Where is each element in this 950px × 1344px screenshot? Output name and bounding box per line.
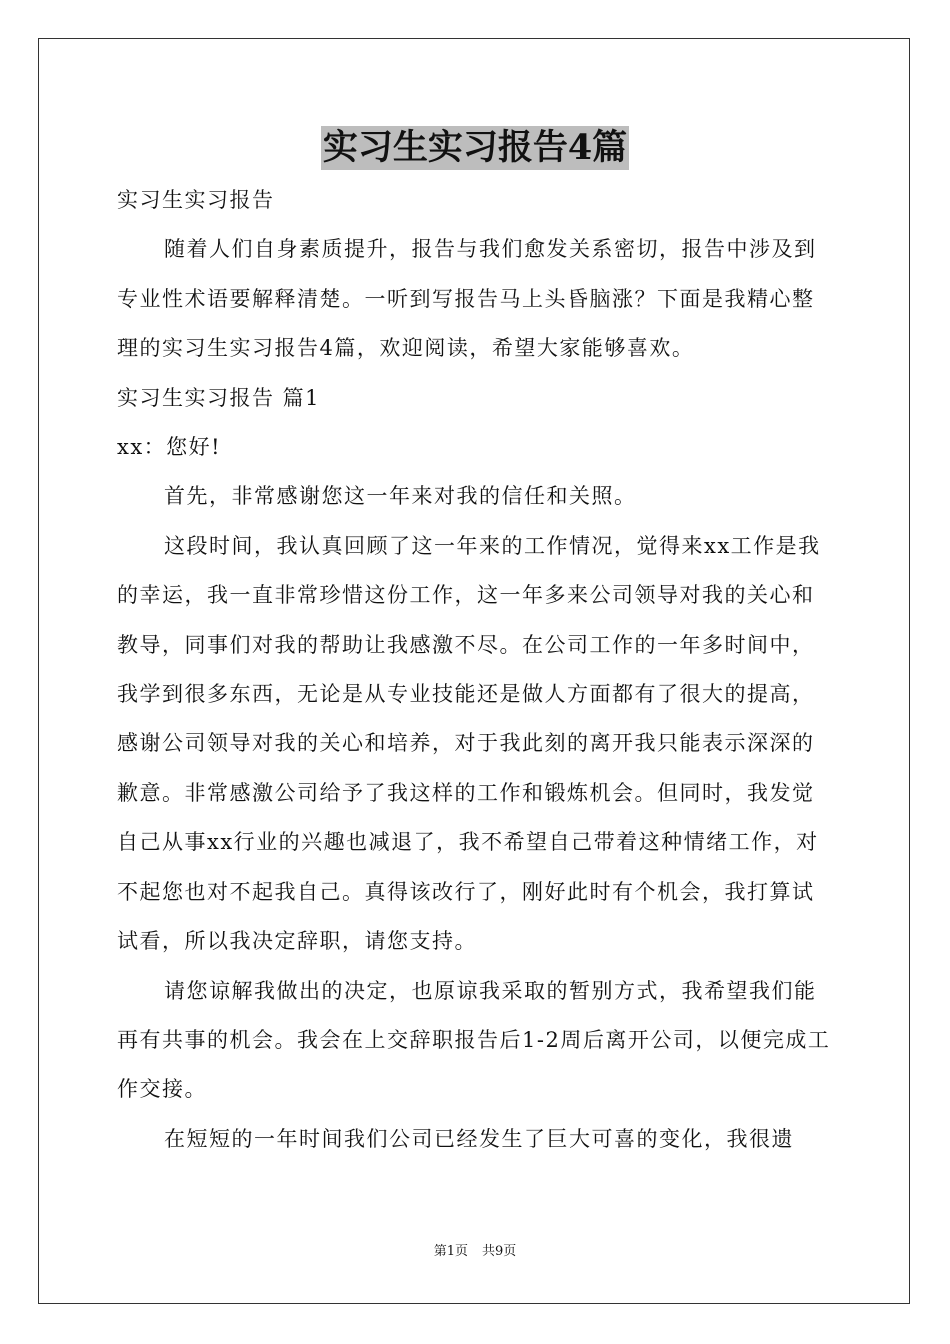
body-paragraph: 这段时间，我认真回顾了这一年来的工作情况，觉得来xx工作是我的幸运，我一直非常珍惜这份工作，这一年多来公司领导对我的关心和教导，同事们对我的帮助让我感激不尽。在公司工作的一年多时间中，我学到很多东西，无论是从专业技能还是做人方面都有了很大的提高，感谢公司领导对我的关心和培养，对于我此刻的离开我只能表示深深的歉意。非常感激公司给予了我这样的工作和锻炼机会。但同时，我发觉自己从事xx行业的兴趣也减退了，我不希望自己带着这种情绪工作，对不起您也对不起我自己。真得该改行了，刚好此时有个机会，我打算试试看，所以我决定辞职，请您支持。 bbox=[117, 533, 821, 954]
intro-paragraph: 随着人们自身素质提升，报告与我们愈发关系密切，报告中涉及到专业性术语要解释清楚。一听到写报告马上头昏脑涨？下面是我精心整理的实习生实习报告4篇，欢迎阅读，希望大家能够喜欢。 bbox=[117, 237, 817, 361]
body-paragraph: 请您谅解我做出的决定，也原谅我采取的暂别方式，我希望我们能再有共事的机会。我会在上交辞职报告后1-2周后离开公司，以便完成工作交接。 bbox=[117, 978, 831, 1102]
salutation: xx：您好! bbox=[117, 435, 222, 460]
document-body bbox=[117, 176, 833, 1164]
title-container bbox=[0, 126, 950, 170]
section-heading: 实习生实习报告 bbox=[117, 188, 275, 212]
page-footer bbox=[0, 1242, 950, 1262]
chapter-heading: 实习生实习报告 篇1 bbox=[117, 385, 321, 410]
body-paragraph: 首先，非常感谢您这一年来对我的信任和关照。 bbox=[164, 484, 637, 509]
body-paragraph: 在短短的一年时间我们公司已经发生了巨大可喜的变化，我很遗 bbox=[164, 1126, 794, 1151]
page-number: 第1页 bbox=[433, 1244, 468, 1259]
page-total: 共9页 bbox=[482, 1244, 517, 1259]
document-title: 实习生实习报告4篇 bbox=[322, 127, 628, 168]
